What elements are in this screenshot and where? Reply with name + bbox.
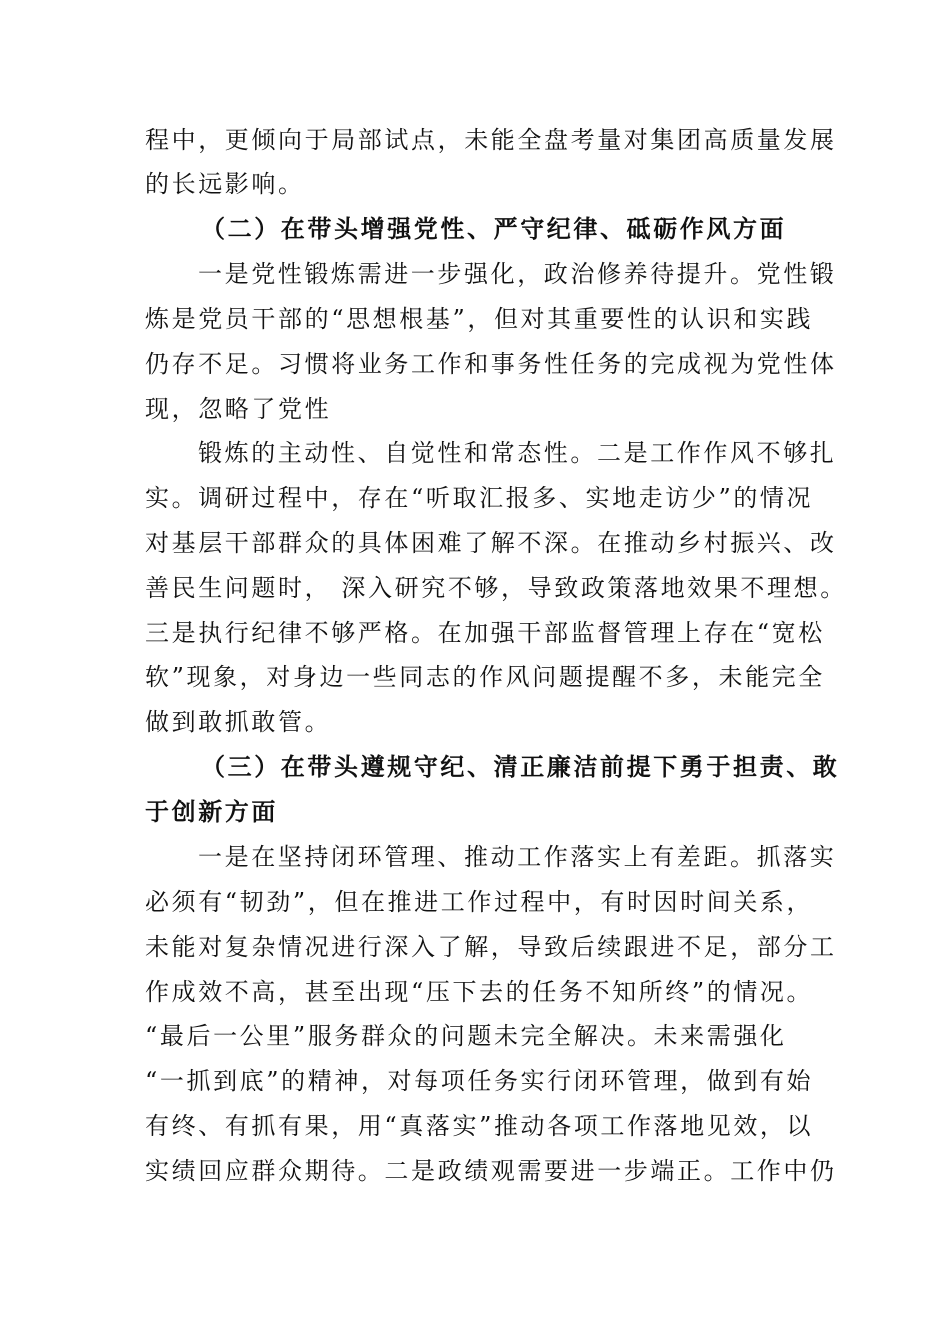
text-line: “一抓到底”的精神，对每项任务实行闭环管理，做到有始 (145, 1067, 814, 1095)
text-line: 炼是党员干部的“思想根基”，但对其重要性的认识和实践 (145, 305, 814, 333)
text-line: 一是在坚持闭环管理、推动工作落实上有差距。抓落实 (198, 843, 837, 871)
text-line: 的长远影响。 (145, 170, 305, 198)
text-line: 仍存不足。习惯将业务工作和事务性任务的完成视为党性体 (145, 350, 837, 378)
text-line: 未能对复杂情况进行深入了解，导致后续跟进不足，部分工 (145, 933, 837, 961)
text-line: 善民生问题时， 深入研究不够，导致政策落地效果不理想。 (145, 574, 847, 602)
text-line: 有终、有抓有果，用“真落实”推动各项工作落地见效，以 (145, 1112, 814, 1140)
text-line: 锻炼的主动性、自觉性和常态性。二是工作作风不够扎 (198, 439, 837, 467)
text-line: 作成效不高，甚至出现“压下去的任务不知所终”的情况。 (145, 978, 814, 1006)
text-line: 做到敢抓敢管。 (145, 708, 332, 736)
section-heading-2: （二）在带头增强党性、严守纪律、砥砺作风方面 (201, 214, 787, 243)
text-line: 必须有“韧劲”，但在推进工作过程中，有时因时间关系， (145, 888, 814, 916)
text-line: 三是执行纪律不够严格。在加强干部监督管理上存在“宽松 (145, 619, 825, 647)
section-heading-3: （三）在带头遵规守纪、清正廉洁前提下勇于担责、敢 (201, 752, 840, 781)
text-line: 软”现象，对身边一些同志的作风问题提醒不多，未能完全 (145, 663, 825, 691)
text-line: 一是党性锻炼需进一步强化，政治修养待提升。党性锻 (198, 260, 837, 288)
text-line: 实。调研过程中，存在“听取汇报多、实地走访少”的情况 (145, 484, 814, 512)
text-line: 程中，更倾向于局部试点，未能全盘考量对集团高质量发展 (145, 126, 837, 154)
text-line: 对基层干部群众的具体困难了解不深。在推动乡村振兴、改 (145, 529, 837, 557)
section-heading-3-cont: 于创新方面 (145, 797, 278, 826)
text-line: 现，忽略了党性 (145, 395, 332, 423)
text-line: “最后一公里”服务群众的问题未完全解决。未来需强化 (145, 1022, 787, 1050)
text-line: 实绩回应群众期待。二是政绩观需要进一步端正。工作中仍 (145, 1157, 837, 1185)
